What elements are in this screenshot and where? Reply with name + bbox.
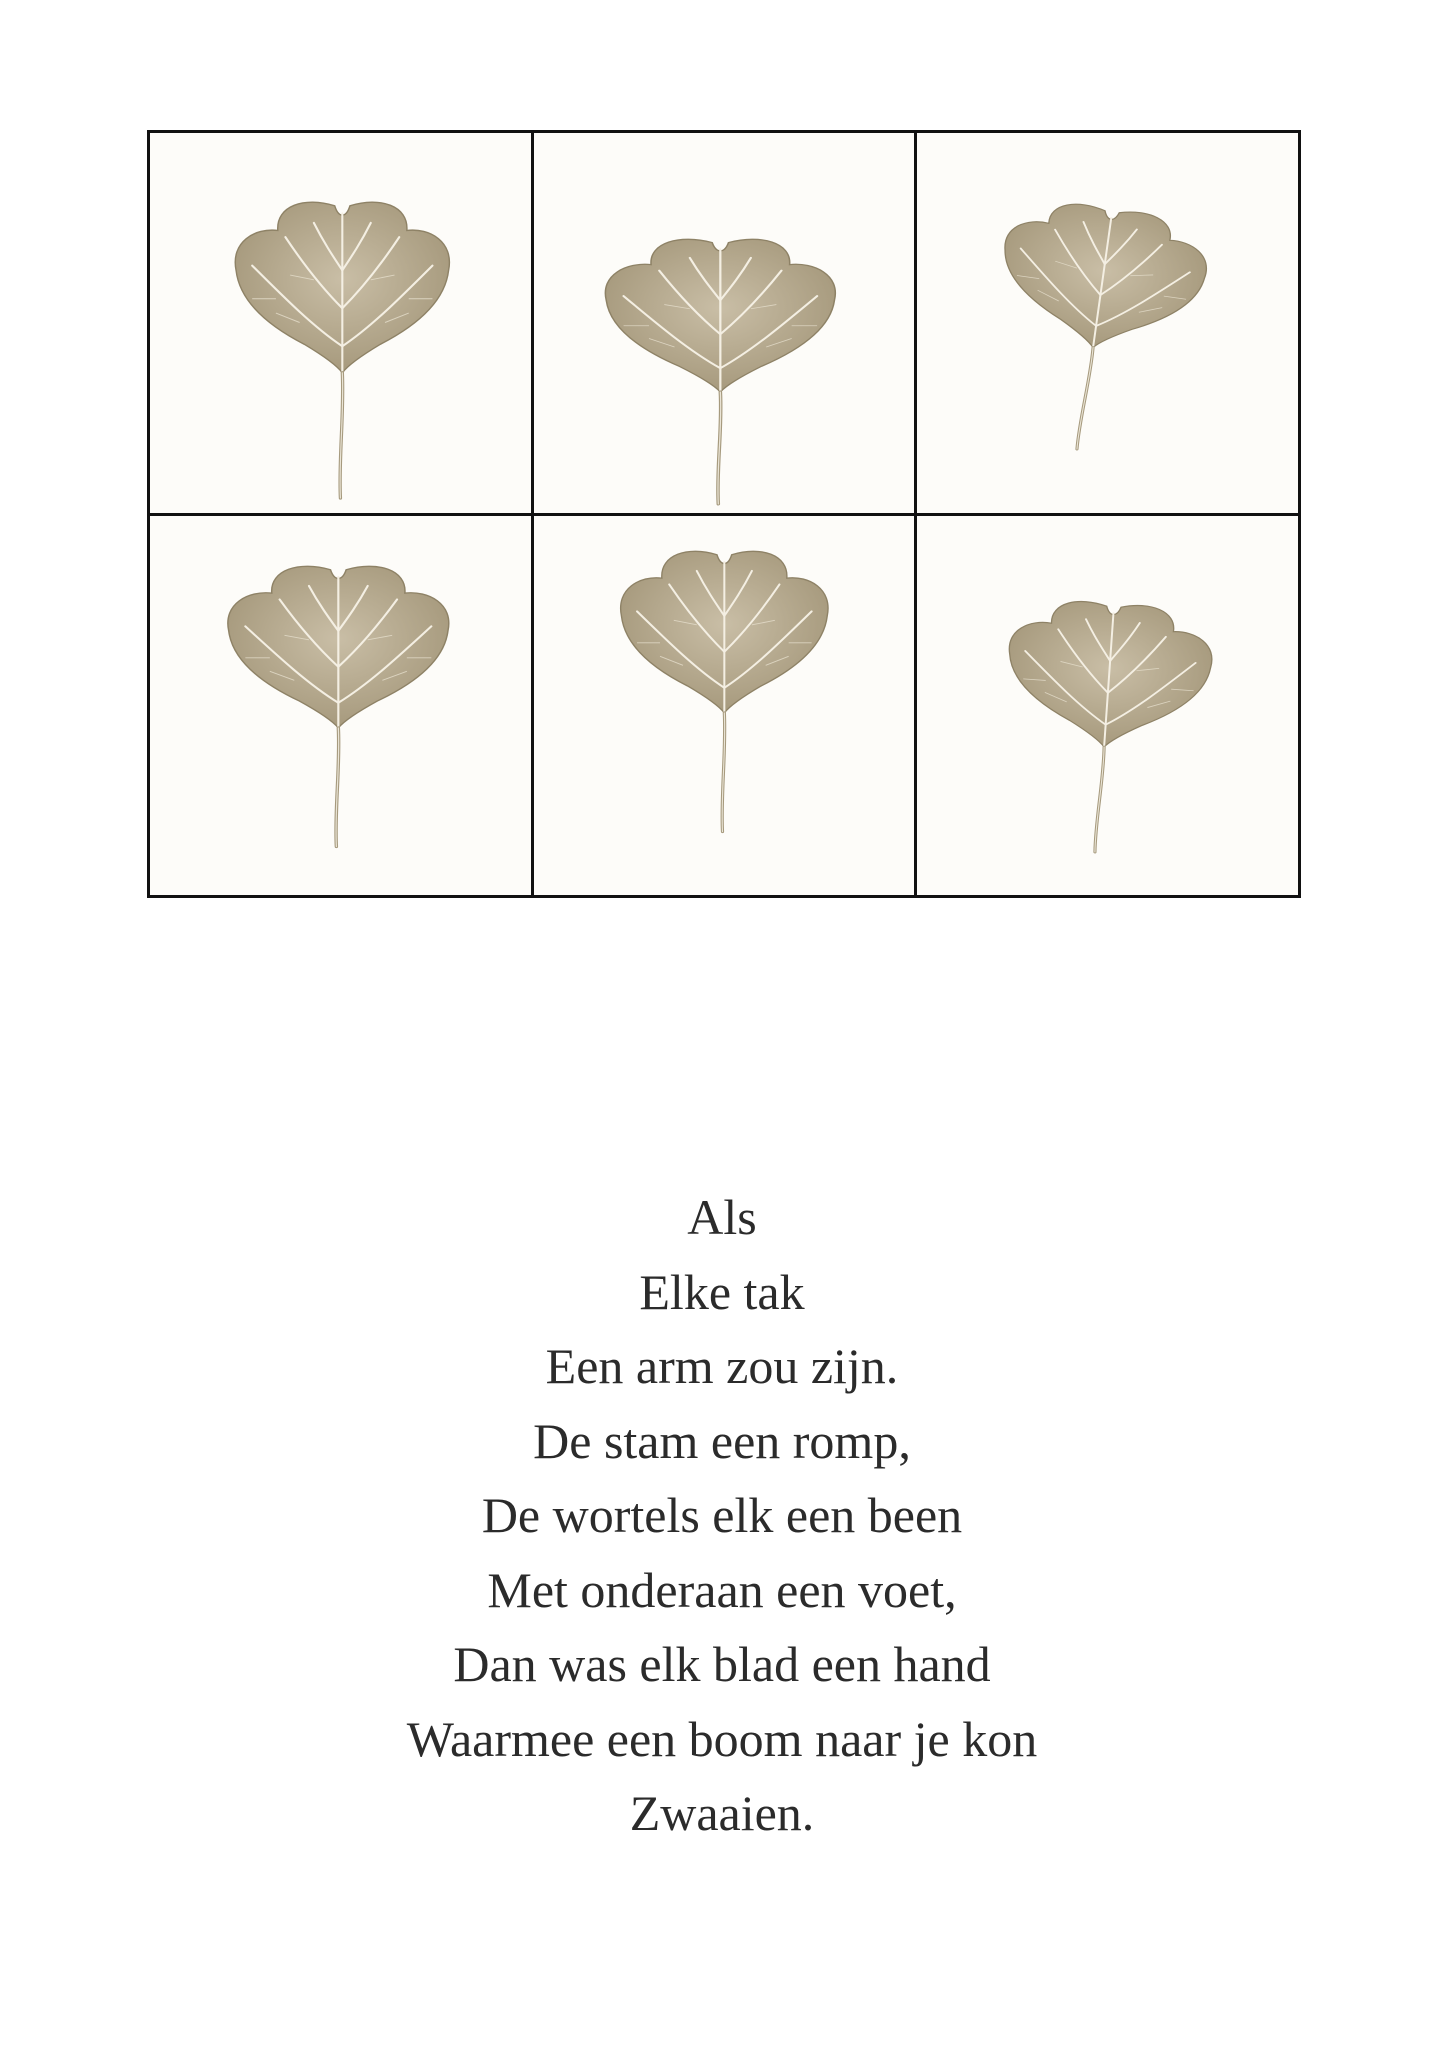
poem [0, 1180, 1444, 1851]
leaf-panel-6 [917, 516, 1298, 896]
poem-line: Een arm zou zijn. [545, 1338, 899, 1394]
leaf-panel-1 [150, 133, 531, 513]
poem-line: Dan was elk blad een hand [453, 1636, 991, 1692]
tulip-leaf-icon [150, 133, 531, 513]
poem-line: De stam een romp, [533, 1412, 911, 1469]
tulip-leaf-icon [917, 133, 1298, 513]
poem-line: De wortels elk een been [481, 1487, 963, 1543]
tulip-leaf-icon [534, 133, 915, 513]
leaf-panel-5 [534, 516, 915, 896]
poem-line: Elke tak [639, 1263, 805, 1320]
leaf-panel-4 [150, 516, 531, 896]
poem-line: Zwaaien. [629, 1785, 815, 1841]
leaf-panel-2 [534, 133, 915, 513]
tulip-leaf-icon [150, 516, 531, 896]
leaf-photo-grid [147, 130, 1301, 898]
poem-line: Waarmee een boom naar je kon [406, 1710, 1038, 1767]
tulip-leaf-icon [534, 516, 915, 896]
leaf-panel-3 [917, 133, 1298, 513]
poem-line: Met onderaan een voet, [487, 1561, 957, 1618]
tulip-leaf-icon [917, 516, 1298, 896]
poem-line: Als [687, 1189, 757, 1245]
